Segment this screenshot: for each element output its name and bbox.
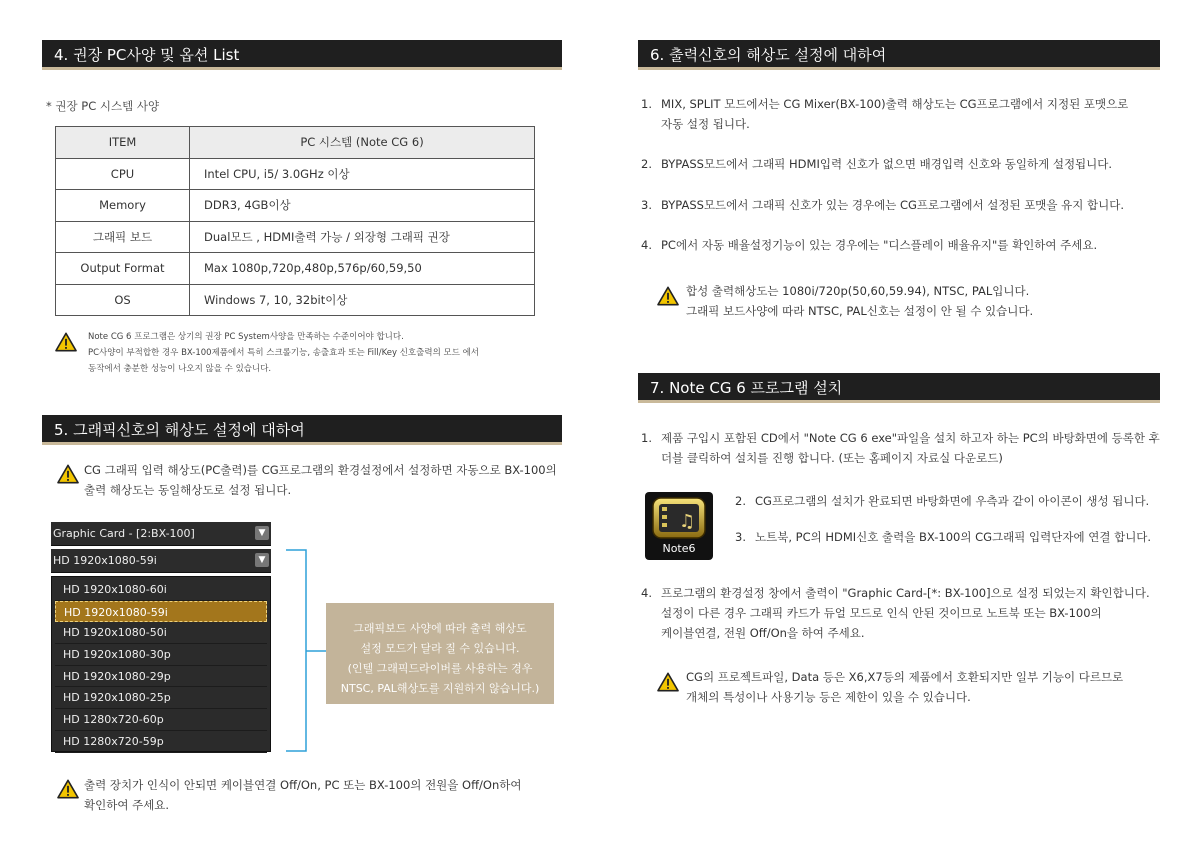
graphic-card-select[interactable] xyxy=(51,522,271,546)
list-line: 자동 설정 됩니다. xyxy=(661,117,750,131)
section4-header xyxy=(42,40,562,70)
table-row xyxy=(56,284,535,316)
warning-icon xyxy=(57,464,79,484)
table-row xyxy=(56,253,535,285)
table-row xyxy=(56,190,535,222)
list-text: 노트북, PC의 HDMI신호 출력을 BX-100의 CG그래픽 입력단자에 연결 합니다. xyxy=(755,530,1152,544)
table-cell-value: Max 1080p,720p,480p,576p/60,59,50 xyxy=(190,253,535,285)
table-cell-item: 그래픽 보드 xyxy=(56,221,190,253)
list-item xyxy=(735,527,1165,549)
list-number: 1. xyxy=(641,97,652,111)
warning-line: 그래픽 보드사양에 따라 NTSC, PAL신호는 설정이 안 될 수 있습니다. xyxy=(686,304,1034,318)
list-text xyxy=(661,94,1128,134)
note6-app-icon[interactable] xyxy=(645,492,713,560)
list-text: PC에서 자동 배율설정기능이 있는 경우에는 "디스플레이 배율유지"를 확인하여 주세요. xyxy=(661,238,1098,252)
list-text: BYPASS모드에서 그래픽 HDMI입력 신호가 없으면 배경입력 신호와 동일하게 설정됩니다. xyxy=(661,157,1113,171)
table-cell-item: Output Format xyxy=(56,253,190,285)
list-number: 3. xyxy=(641,198,652,212)
section5-header xyxy=(42,415,562,445)
table-header-item: ITEM xyxy=(56,127,190,159)
resolution-select[interactable] xyxy=(51,549,271,573)
list-text: CG프로그램의 설치가 완료되면 바탕화면에 우측과 같이 아이콘이 생성 됩니다. xyxy=(755,494,1150,508)
section6-header xyxy=(638,40,1160,70)
warning-icon xyxy=(657,286,679,306)
list-item xyxy=(641,94,1171,136)
table-header-row xyxy=(56,127,535,159)
section7-header xyxy=(638,373,1160,403)
note-line: 설정 모드가 달라 질 수 있습니다. xyxy=(360,642,520,655)
warning-icon xyxy=(55,332,77,352)
app-icon-label: Note6 xyxy=(662,542,696,555)
section5-title: 5. 그래픽신호의 해상도 설정에 대하여 xyxy=(54,421,305,439)
warning-line: PC사양이 부적합한 경우 BX-100제품에서 특히 스크롤기능, 송출효과 또는 Fill/Key 신호출력의 모드 에서 xyxy=(88,348,480,358)
table-cell-value: DDR3, 4GB이상 xyxy=(190,190,535,222)
list-number: 2. xyxy=(735,494,746,508)
resolution-option[interactable]: HD 1920x1080-50i xyxy=(55,622,267,644)
resolution-option[interactable]: HD 1920x1080-25p xyxy=(55,687,267,709)
spec-subtitle: * 권장 PC 시스템 사양 xyxy=(46,99,160,113)
note-line: 그래픽보드 사양에 따라 출력 해상도 xyxy=(353,622,527,635)
note-line: NTSC, PAL해상도를 지원하지 않습니다.) xyxy=(340,682,540,695)
table-row xyxy=(56,221,535,253)
section6-title: 6. 출력신호의 해상도 설정에 대하여 xyxy=(650,46,887,64)
svg-text:♫: ♫ xyxy=(679,511,696,532)
list-text xyxy=(661,428,1160,468)
list-number: 3. xyxy=(735,530,746,544)
warning-icon xyxy=(57,779,79,799)
table-cell-item: CPU xyxy=(56,158,190,190)
list-line: 프로그램의 환경설정 창에서 출력이 "Graphic Card-[*: BX-100]으로 설정 되었는지 확인합니다. xyxy=(661,586,1150,600)
device-warning xyxy=(84,775,521,815)
table-cell-item: OS xyxy=(56,284,190,316)
resolution-option[interactable]: HD 1280x720-60p xyxy=(55,709,267,731)
list-item xyxy=(641,428,1171,470)
list-number: 2. xyxy=(641,157,652,171)
list-line: 케이블연결, 전원 Off/On을 하여 주세요. xyxy=(661,626,865,640)
resolution-note-box xyxy=(326,603,554,704)
warning-line: CG의 프로젝트파일, Data 등은 X6,X7등의 제품에서 호환되지만 일부 기능이 다르므로 xyxy=(686,670,1124,684)
resolution-option[interactable]: HD 1920x1080-30p xyxy=(55,644,267,666)
warning-icon xyxy=(657,672,679,692)
bracket-connector xyxy=(284,548,328,754)
chevron-down-icon[interactable]: ▼ xyxy=(255,526,269,540)
list-text xyxy=(661,583,1150,643)
list-item xyxy=(735,491,1165,513)
note-line: (인텔 그래픽드라이버를 사용하는 경우 xyxy=(347,662,533,675)
table-header-system: PC 시스템 (Note CG 6) xyxy=(190,127,535,159)
spec-table xyxy=(55,126,535,316)
warning-line: Note CG 6 프로그램은 상기의 권장 PC System사양을 만족하는 수준이어야 합니다. xyxy=(88,332,404,342)
warning-line: 합성 출력해상도는 1080i/720p(50,60,59.94), NTSC, PAL입니다. xyxy=(686,284,1030,298)
table-cell-item: Memory xyxy=(56,190,190,222)
list-number: 4. xyxy=(641,586,652,600)
chevron-down-icon[interactable]: ▼ xyxy=(255,553,269,567)
resolution-list xyxy=(51,576,271,752)
resolution-option-selected[interactable]: HD 1920x1080-59i xyxy=(55,601,267,623)
warning-line: CG 그래픽 입력 해상도(PC출력)를 CG프로그램의 환경설정에서 설정하면 자동으로 BX-100의 xyxy=(84,463,557,477)
list-line: 더블 클릭하여 설치를 진행 합니다. (또는 홈페이지 자료실 다운로드) xyxy=(661,451,1003,465)
table-cell-value: Windows 7, 10, 32bit이상 xyxy=(190,284,535,316)
section7-title: 7. Note CG 6 프로그램 설치 xyxy=(650,379,843,397)
warning-line: 출력 장치가 인식이 안되면 케이블연결 Off/On, PC 또는 BX-100의 전원을 Off/On하여 xyxy=(84,778,522,792)
warning-line: 개체의 특성이나 사용기능 등은 제한이 있을 수 있습니다. xyxy=(686,690,971,704)
table-row xyxy=(56,158,535,190)
compat-warning xyxy=(686,667,1123,707)
output-warning xyxy=(686,281,1033,321)
resolution-option[interactable]: HD 1920x1080-60i xyxy=(55,579,267,601)
resolution-option[interactable]: HD 1280x720-59p xyxy=(55,731,267,753)
spec-warning xyxy=(88,329,479,377)
section4-title: 4. 권장 PC사양 및 옵션 List xyxy=(54,46,240,64)
resolution-option[interactable]: HD 1920x1080-29p xyxy=(55,666,267,688)
list-item xyxy=(641,195,1171,217)
graphic-card-label: Graphic Card - [2:BX-100] xyxy=(53,527,195,540)
resolution-warning xyxy=(84,460,557,500)
list-item xyxy=(641,235,1171,257)
warning-line: 동작에서 충분한 성능이 나오지 않을 수 있습니다. xyxy=(88,364,272,374)
list-number: 1. xyxy=(641,431,652,445)
warning-line: 출력 해상도는 동일해상도로 설정 됩니다. xyxy=(84,483,292,497)
table-cell-value: Dual모드 , HDMI출력 가능 / 외장형 그래픽 권장 xyxy=(190,221,535,253)
list-number: 4. xyxy=(641,238,652,252)
list-item xyxy=(641,583,1171,645)
list-line: 설정이 다른 경우 그래픽 카드가 듀얼 모드로 인식 안된 것이므로 노트북 또는 BX-100의 xyxy=(661,606,1102,620)
warning-line: 확인하여 주세요. xyxy=(84,798,170,812)
list-line: 제품 구입시 포함된 CD에서 "Note CG 6 exe"파일을 설치 하고자 하는 PC의 바탕화면에 등록한 후 xyxy=(661,431,1160,445)
list-text: BYPASS모드에서 그래픽 신호가 있는 경우에는 CG프로그램에서 설정된 포맷을 유지 합니다. xyxy=(661,198,1125,212)
table-cell-value: Intel CPU, i5/ 3.0GHz 이상 xyxy=(190,158,535,190)
selected-resolution: HD 1920x1080-59i xyxy=(53,554,157,567)
list-item xyxy=(641,154,1171,176)
list-line: MIX, SPLIT 모드에서는 CG Mixer(BX-100)출력 해상도는 CG프로그램에서 지정된 포맷으로 xyxy=(661,97,1129,111)
